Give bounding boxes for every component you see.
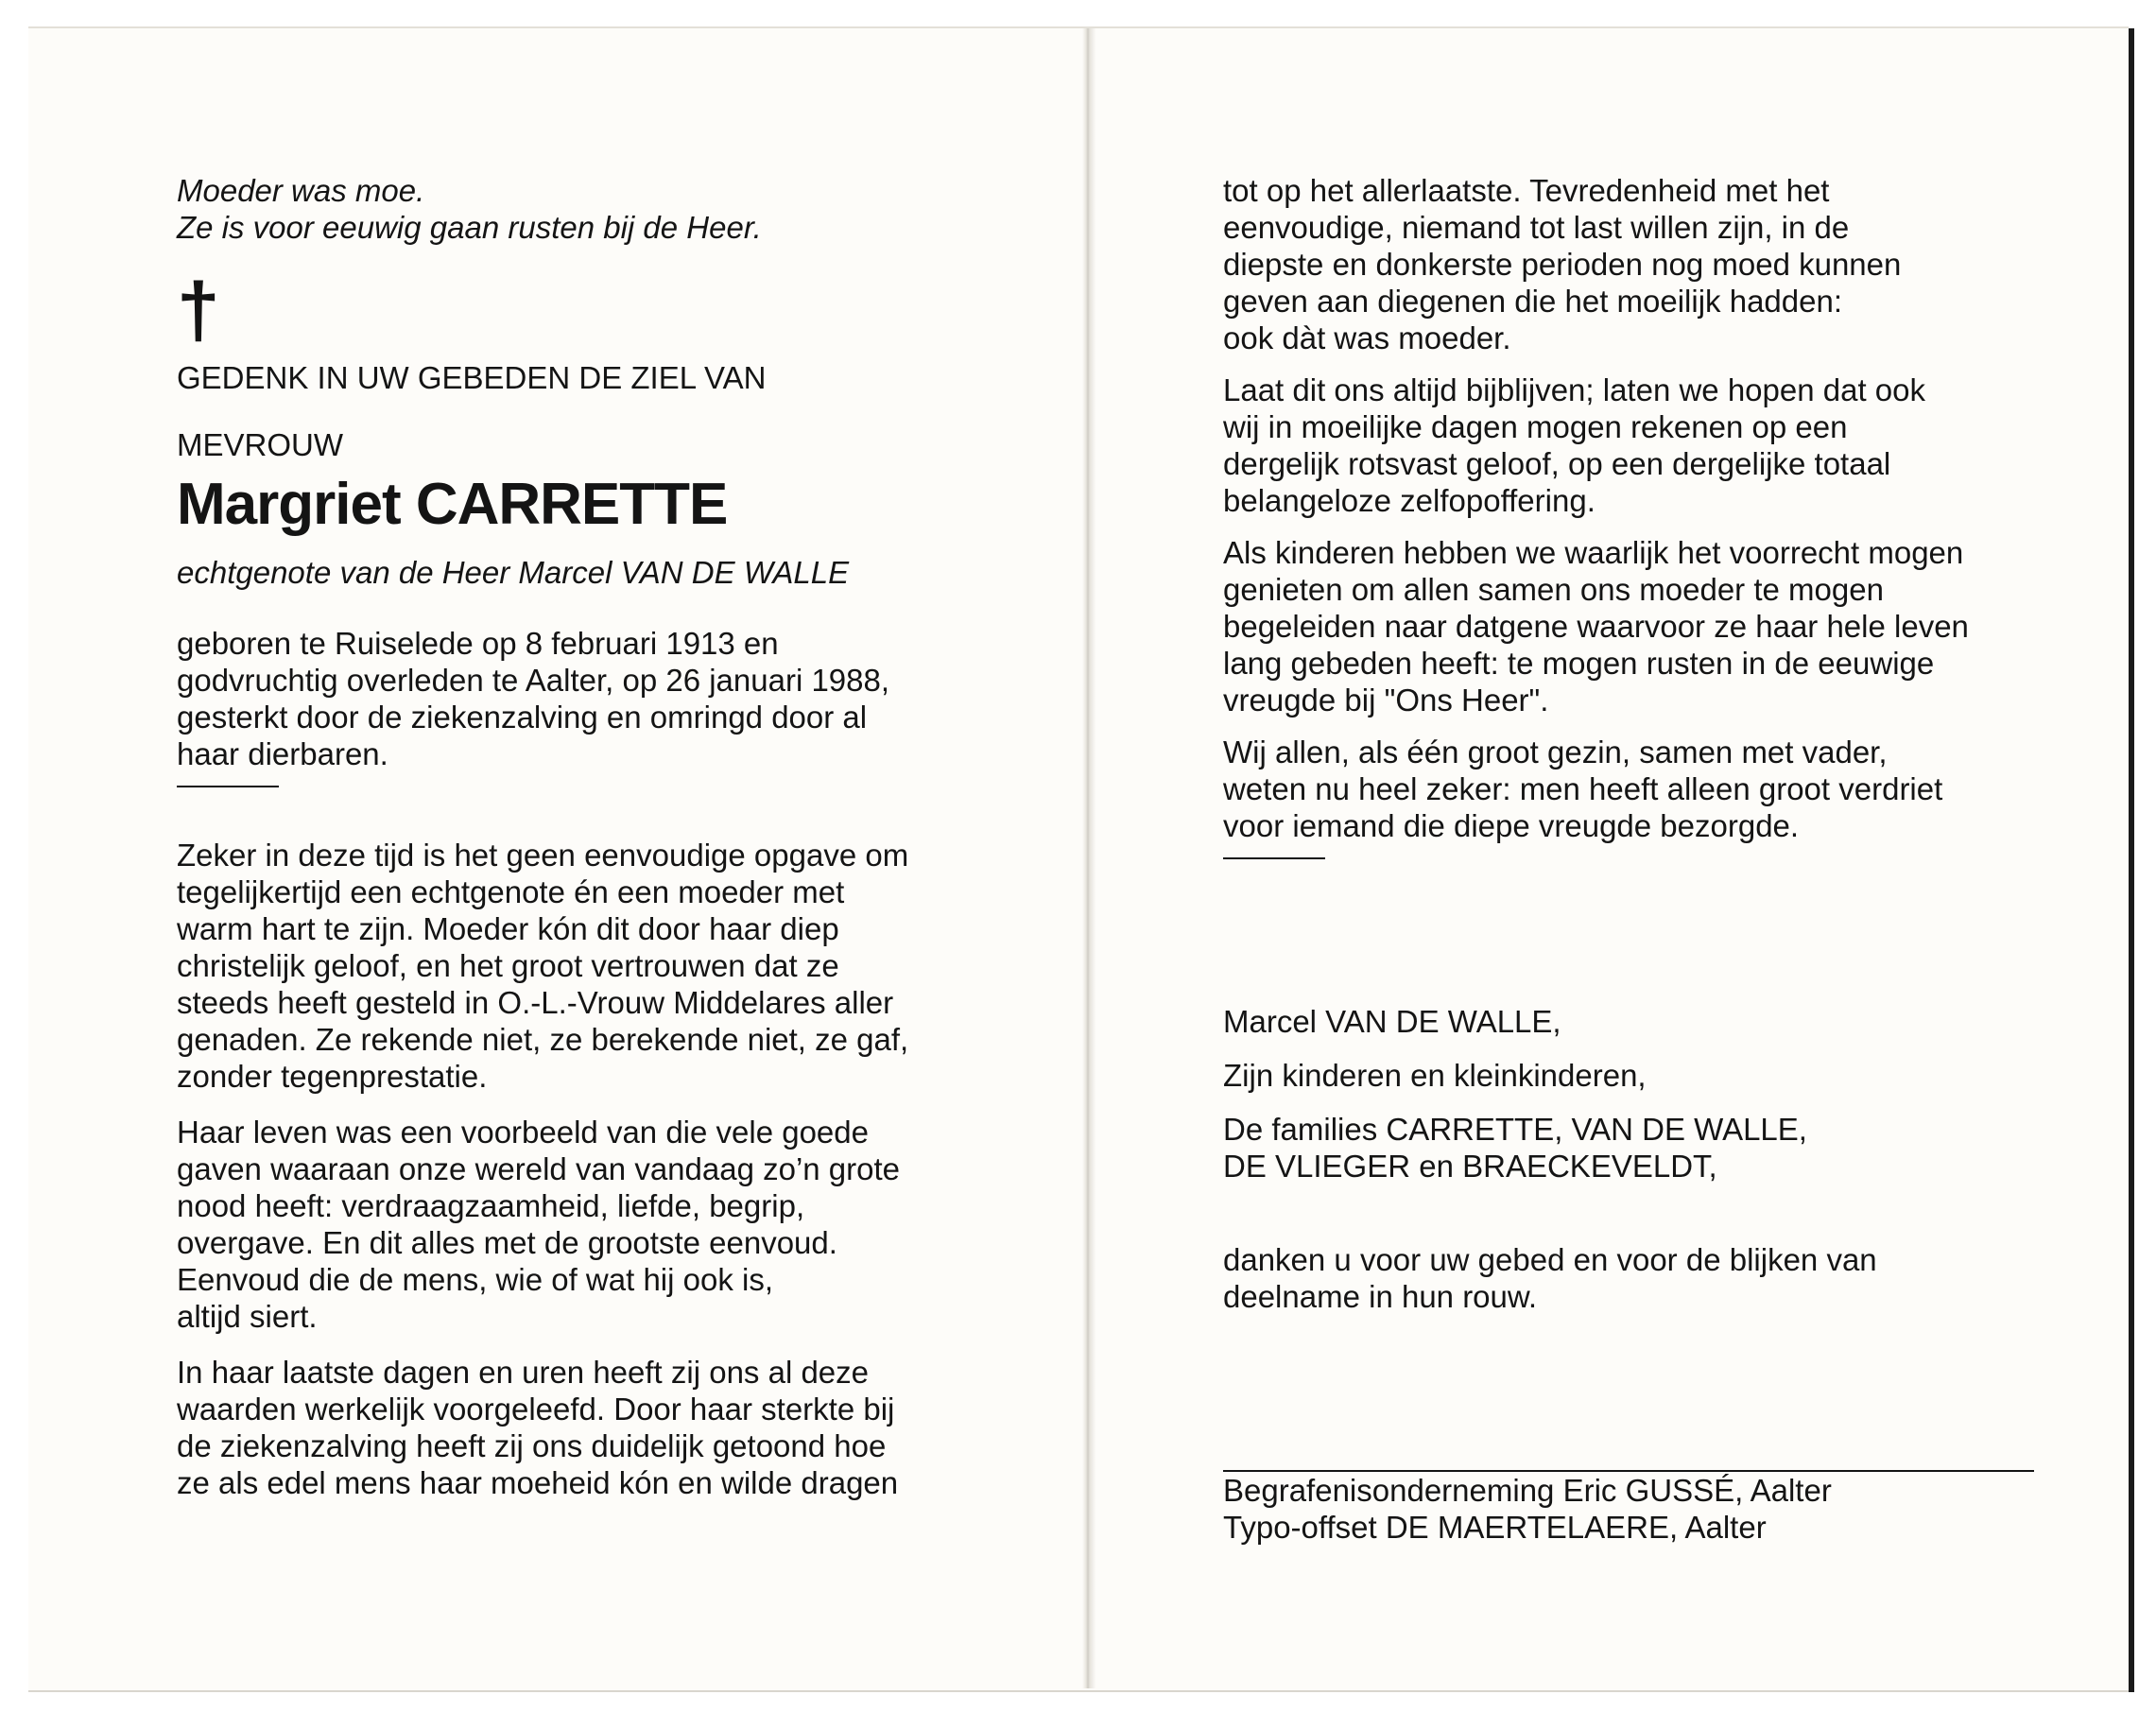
paragraph-line: Wij allen, als één groot gezin, samen met vader, xyxy=(1223,735,1888,770)
paragraph-6 xyxy=(1223,534,2045,718)
paragraph-4 xyxy=(1223,172,2045,356)
divider xyxy=(177,786,279,787)
paragraph-line: christelijk geloof, en het groot vertrouwen dat ze xyxy=(177,948,839,983)
honorific: MEVROUW xyxy=(177,427,343,462)
paragraph-line: Eenvoud die de mens, wie of wat hij ook is, xyxy=(177,1262,774,1297)
paragraph-3 xyxy=(177,1354,990,1501)
signatory-husband: Marcel VAN DE WALLE, xyxy=(1223,1004,1561,1039)
paragraph-line: In haar laatste dagen en uren heeft zij ons al deze xyxy=(177,1355,870,1390)
motto-line-2: Ze is voor eeuwig gaan rusten bij de Heer. xyxy=(177,210,762,245)
paragraph-line: tegelijkertijd een echtgenote én een moeder met xyxy=(177,874,845,909)
dates-line: gesterkt door de ziekenzalving en omringd door al xyxy=(177,700,868,735)
paragraph-line: ze als edel mens haar moeheid kón en wilde dragen xyxy=(177,1465,899,1500)
paragraph-line: wij in moeilijke dagen mogen rekenen op een xyxy=(1223,409,1848,444)
dates-line: godvruchtig overleden te Aalter, op 26 januari 1988, xyxy=(177,663,890,698)
paragraph-2 xyxy=(177,1114,990,1335)
paragraph-5 xyxy=(1223,372,2045,519)
paragraph-line: eenvoudige, niemand tot last willen zijn, in de xyxy=(1223,210,1850,245)
divider xyxy=(1223,857,1325,859)
paragraph-1 xyxy=(177,837,990,1095)
funeral-director: Begrafenisonderneming Eric GUSSÉ, Aalter xyxy=(1223,1473,1832,1508)
paragraph-line: Haar leven was een voorbeeld van die vele goede xyxy=(177,1115,869,1150)
paragraph-line: Laat dit ons altijd bijblijven; laten we hopen dat ook xyxy=(1223,372,1925,407)
paragraph-line: Zeker in deze tijd is het geen eenvoudige opgave om xyxy=(177,838,909,873)
paragraph-line: diepste en donkerste perioden nog moed kunnen xyxy=(1223,247,1902,282)
dates-paragraph xyxy=(177,625,990,772)
paragraph-line: genaden. Ze rekende niet, ze berekende niet, ze gaf, xyxy=(177,1022,909,1057)
paragraph-line: geven aan diegenen die het moeilijk hadden: xyxy=(1223,284,1843,319)
paragraph-line: begeleiden naar datgene waarvoor ze haar hele leven xyxy=(1223,609,1969,644)
printer-credit: Typo-offset DE MAERTELAERE, Aalter xyxy=(1223,1510,1767,1545)
signatory-children: Zijn kinderen en kleinkinderen, xyxy=(1223,1058,1647,1093)
paragraph-line: warm hart te zijn. Moeder kón dit door haar diep xyxy=(177,911,839,946)
families-line: DE VLIEGER en BRAECKEVELDT, xyxy=(1223,1149,1717,1184)
left-panel xyxy=(177,172,990,1501)
card-edge-shadow xyxy=(2129,28,2134,1692)
paragraph-line: weten nu heel zeker: men heeft alleen groot verdriet xyxy=(1223,771,1943,806)
paragraph-line: dergelijk rotsvast geloof, op een dergelijke totaal xyxy=(1223,446,1891,481)
paragraph-line: tot op het allerlaatste. Tevredenheid met het xyxy=(1223,173,1830,208)
paragraph-line: zonder tegenprestatie. xyxy=(177,1059,488,1094)
motto-line-1: Moeder was moe. xyxy=(177,173,425,208)
families-line: De families CARRETTE, VAN DE WALLE, xyxy=(1223,1112,1807,1147)
spouse-line: echtgenote van de Heer Marcel VAN DE WALLE xyxy=(177,555,850,590)
paragraph-7 xyxy=(1223,734,2045,844)
signatory-families xyxy=(1223,1111,2045,1185)
paragraph-line: altijd siert. xyxy=(177,1299,318,1334)
thanks-line: deelname in hun rouw. xyxy=(1223,1279,1538,1314)
paragraph-line: lang gebeden heeft: te mogen rusten in de eeuwige xyxy=(1223,646,1935,681)
paragraph-line: overgave. En dit alles met de grootste eenvoud. xyxy=(177,1225,837,1260)
right-panel xyxy=(1223,172,2045,1546)
paragraph-line: de ziekenzalving heeft zij ons duidelijk getoond hoe xyxy=(177,1428,887,1463)
intro-text: GEDENK IN UW GEBEDEN DE ZIEL VAN xyxy=(177,360,767,395)
paragraph-line: ook dàt was moeder. xyxy=(1223,320,1511,355)
paragraph-line: Als kinderen hebben we waarlijk het voorrecht mogen xyxy=(1223,535,1964,570)
paragraph-line: voor iemand die diepe vreugde bezorgde. xyxy=(1223,808,1800,843)
paragraph-line: vreugde bij "Ons Heer". xyxy=(1223,683,1549,718)
thanks-line: danken u voor uw gebed en voor de blijken van xyxy=(1223,1242,1877,1277)
paragraph-line: gaven waaraan onze wereld van vandaag zo’n grote xyxy=(177,1151,901,1186)
thanks-text xyxy=(1223,1241,2045,1315)
paragraph-line: waarden werkelijk voorgeleefd. Door haar sterkte bij xyxy=(177,1392,895,1427)
dates-line: geboren te Ruiselede op 8 februari 1913 en xyxy=(177,626,779,661)
deceased-name: Margriet CARRETTE xyxy=(177,472,728,537)
card-fold xyxy=(1082,28,1095,1688)
cross-icon: † xyxy=(177,268,220,354)
dates-line: haar dierbaren. xyxy=(177,736,388,771)
signatories xyxy=(1223,1003,2045,1315)
paragraph-line: belangeloze zelfopoffering. xyxy=(1223,483,1595,518)
paragraph-line: genieten om allen samen ons moeder te mogen xyxy=(1223,572,1884,607)
paragraph-line: nood heeft: verdraagzaamheid, liefde, begrip, xyxy=(177,1188,805,1223)
paragraph-line: steeds heeft gesteld in O.-L.-Vrouw Middelares aller xyxy=(177,985,894,1020)
